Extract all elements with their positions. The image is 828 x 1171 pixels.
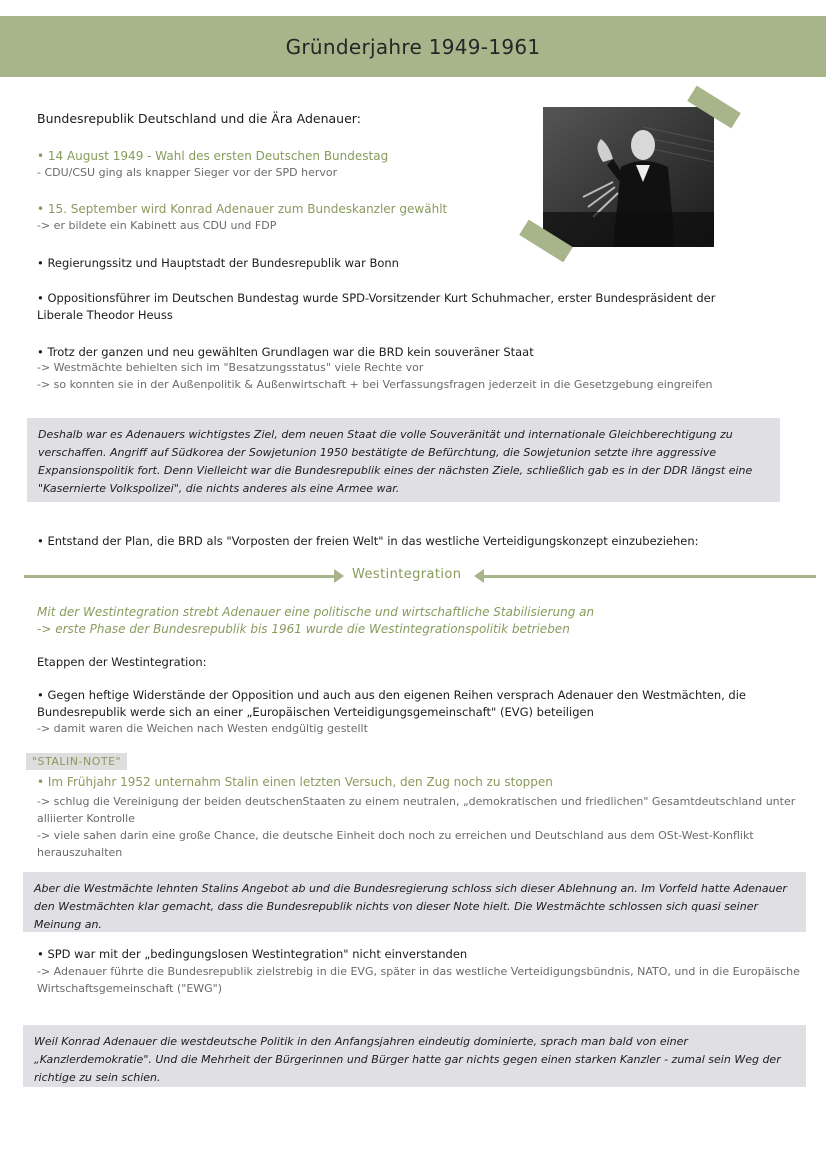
photo-adenauer-speech-image [543,107,714,247]
section-heading-adenauer: Bundesrepublik Deutschland und die Ära Adenauer: [37,111,361,126]
point-bundestag-election: • 14 August 1949 - Wahl des ersten Deutschen Bundestag [37,149,389,163]
divider-label: Westintegration [352,567,462,582]
note-box-kanzlerdemokratie: Weil Konrad Adenauer die westdeutsche Politik in den Anfangsjahren eindeutig dominierte, sprach man bald von einer „Kanzlerdemokratie". Und die Mehrheit der Bürgerinnen und Bürger hatte gar nichts gegen einen starken Kanzler - zumal sein Weg der richtige zu sein schien. [23,1025,806,1087]
photo-adenauer-speech [543,107,714,247]
westintegration-phase: -> erste Phase der Bundesrepublik bis 1961 wurde die Westintegrationspolitik betrieben [37,622,570,636]
note-box-sovereignty: Deshalb war es Adenauers wichtigstes Ziel, dem neuen Staat die volle Souveränität und internationale Gleichberechtigung zu verschaffen. Angriff auf Südkorea der Sowjetunion 1950 bestätigte de Befürchtung, die Sowjetunion setzte ihre aggressive Expansionspolitik fort. Denn Vielleicht war die Bundesrepublik eines der nächsten Ziele, schließlich gab es in der DDR längst eine "Kasernierte Volkspolizei", die nichts anderes als eine Armee war. [27,418,780,502]
point-stalin-chance: -> viele sahen darin eine große Chance, die deutsche Einheit doch noch zu erreichen und Deutschland aus dem OSt-West-Konflikt herauszuhalten [37,829,754,859]
point-nato-ewg: -> Adenauer führte die Bundesrepublik zielstrebig in die EVG, später in das westliche Verteidigungsbündnis, NATO, und in die Europäische Wirtschaftsgemeinschaft ("EWG") [37,965,800,995]
point-occupation-status: -> Westmächte behielten sich im "Besatzungsstatus" viele Rechte vor [37,361,424,374]
stalin-note-tag: "STALIN-NOTE" [26,753,127,770]
westintegration-intro: Mit der Westintegration strebt Adenauer eine politische und wirtschaftliche Stabilisierung an [37,605,595,619]
title-banner [0,16,826,77]
divider-line-right [484,575,816,578]
point-bonn: • Regierungssitz und Hauptstadt der Bundesrepublik war Bonn [37,256,399,270]
point-stalin-proposal: -> schlug die Vereinigung der beiden deutschenStaaten zu einem neutralen, „demokratischen und friedlichen" Gesamtdeutschland unter alliierter Kontrolle [37,795,796,825]
arrow-right-icon [334,569,344,583]
point-stalin-1952: • Im Frühjahr 1952 unternahm Stalin einen letzten Versuch, den Zug noch zu stoppen [37,775,553,789]
point-not-sovereign: • Trotz der ganzen und neu gewählten Grundlagen war die BRD kein souveräner Staat [37,345,534,359]
note-box-stalin-rejection: Aber die Westmächte lehnten Stalins Angebot ab und die Bundesregierung schloss sich dieser Ablehnung an. Im Vorfeld hatte Adenauer den Westmächten klar gemacht, dass die Bundesrepublik nichts von dieser Note hielt. Die Westmächte schlossen sich quasi seiner Meinung an. [23,872,806,932]
point-evg: • Gegen heftige Widerstände der Opposition und auch aus den eigenen Reihen versprach Adenauer den Westmächten, die Bundesrepublik werde sich an einer „Europäischen Verteidigungsgemeinschaft" (EVG) beteiligen [37,688,747,719]
section-heading-etappen: Etappen der Westintegration: [37,655,207,669]
page-title: Gründerjahre 1949-1961 [285,34,541,59]
point-adenauer-chancellor: • 15. September wird Konrad Adenauer zum Bundeskanzler gewählt [37,202,448,216]
point-cabinet-detail: -> er bildete ein Kabinett aus CDU und FDP [37,219,277,232]
arrow-left-icon [474,569,484,583]
point-bundestag-detail: - CDU/CSU ging als knapper Sieger vor der SPD hervor [37,166,338,179]
point-spd-westintegration: • SPD war mit der „bedingungslosen Westintegration" nicht einverstanden [37,947,468,961]
point-evg-detail: -> damit waren die Weichen nach Westen endgültig gestellt [37,722,368,735]
divider-line-left [24,575,340,578]
point-foreign-policy: -> so konnten sie in der Außenpolitik & Außenwirtschaft + bei Verfassungsfragen jederzeit in die Gesetzgebung eingreifen [37,378,713,391]
point-outpost-plan: • Entstand der Plan, die BRD als "Vorposten der freien Welt" in das westliche Verteidigungskonzept einzubeziehen: [37,534,699,548]
point-opposition: • Oppositionsführer im Deutschen Bundestag wurde SPD-Vorsitzender Kurt Schuhmacher, erster Bundespräsident der Liberale Theodor Heuss [37,291,716,322]
